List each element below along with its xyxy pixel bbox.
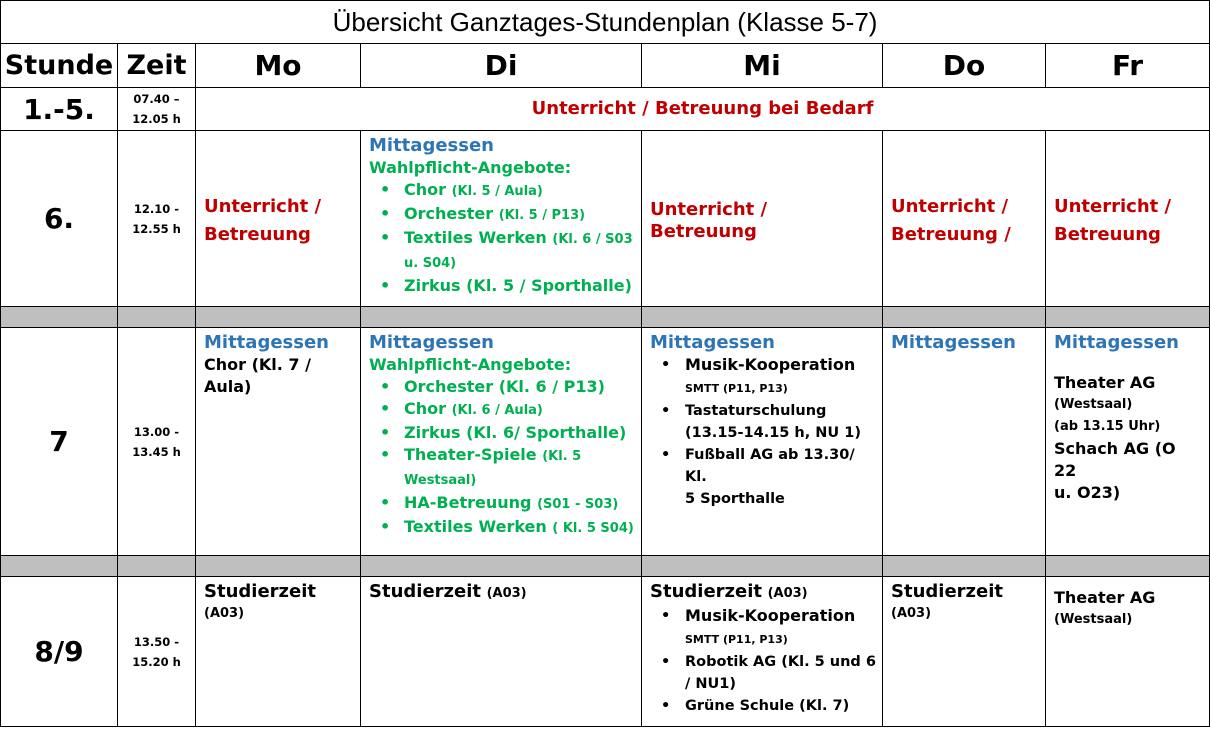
offer-list bbox=[650, 354, 876, 510]
time-cell bbox=[118, 328, 196, 556]
cell-di bbox=[361, 131, 642, 307]
list-item: • Musik-Kooperation SMTT (P11, P13) bbox=[685, 605, 876, 651]
time-start: 13.50 - bbox=[133, 634, 180, 649]
cell-text: u. O23) bbox=[1054, 483, 1121, 502]
list-item: • Chor (Kl. 6 / Aula) bbox=[404, 398, 635, 422]
time-cell bbox=[118, 88, 196, 131]
cell-heading: Mittagessen bbox=[204, 332, 329, 353]
header-row bbox=[1, 44, 1210, 88]
table-row bbox=[1, 577, 1210, 727]
slot-label: 1.-5. bbox=[1, 88, 118, 131]
list-item: • Tastaturschulung (13.15-14.15 h, NU 1) bbox=[685, 400, 876, 444]
table-row bbox=[1, 131, 1210, 307]
cell-mo bbox=[196, 131, 361, 307]
header-do: Do bbox=[883, 44, 1046, 88]
cell-text: Unterricht / bbox=[891, 195, 1009, 217]
cell-text: Unterricht / bbox=[1054, 195, 1172, 217]
cell-mo bbox=[196, 577, 361, 727]
time-cell bbox=[118, 131, 196, 307]
list-item: • Orchester (Kl. 6 / P13) bbox=[404, 376, 635, 398]
list-item: • Fußball AG ab 13.30/ Kl. 5 Sporthalle bbox=[685, 444, 876, 510]
cell-subheading: Wahlpflicht-Angebote: bbox=[369, 355, 572, 374]
list-item: • Zirkus (Kl. 5 / Sporthalle) bbox=[404, 275, 635, 297]
cell-heading: Mittagessen bbox=[650, 332, 775, 353]
merged-cell: Unterricht / Betreuung bei Bedarf bbox=[196, 88, 1210, 131]
cell-fr bbox=[1046, 131, 1210, 307]
time-start: 12.10 - bbox=[133, 201, 180, 216]
list-item: • Musik-Kooperation SMTT (P11, P13) bbox=[685, 354, 876, 400]
cell-heading: Mittagessen bbox=[891, 332, 1016, 353]
cell-text: Betreuung / bbox=[891, 223, 1011, 245]
header-di: Di bbox=[361, 44, 642, 88]
cell-di bbox=[361, 328, 642, 556]
room-label: (A03) bbox=[891, 606, 932, 621]
time-end: 12.55 h bbox=[132, 221, 181, 236]
cell-text: (Westsaal) bbox=[1054, 397, 1133, 412]
list-item: • Robotik AG (Kl. 5 und 6 / NU1) bbox=[685, 651, 876, 695]
time-end: 12.05 h bbox=[132, 112, 181, 126]
time-end: 13.45 h bbox=[132, 444, 181, 459]
slot-label: 7 bbox=[1, 328, 118, 556]
cell-heading: Mittagessen bbox=[1054, 332, 1179, 353]
cell-fr bbox=[1046, 577, 1210, 727]
time-cell bbox=[118, 577, 196, 727]
header-mi: Mi bbox=[642, 44, 883, 88]
table-row bbox=[1, 328, 1210, 556]
page-title: Übersicht Ganztages-Stundenplan (Klasse 5-7) bbox=[1, 1, 1210, 44]
cell-mi bbox=[642, 328, 883, 556]
cell-do bbox=[883, 577, 1046, 727]
slot-label: 6. bbox=[1, 131, 118, 307]
separator-row bbox=[1, 307, 1210, 328]
cell-heading: Studierzeit bbox=[204, 581, 316, 602]
header-zeit: Zeit bbox=[118, 44, 196, 88]
cell-heading: Mittagessen bbox=[369, 332, 494, 353]
cell-do bbox=[883, 131, 1046, 307]
room-label: (A03) bbox=[767, 586, 808, 601]
cell-heading: Studierzeit bbox=[891, 581, 1003, 602]
cell-text: (Westsaal) bbox=[1054, 612, 1133, 627]
time-end: 15.20 h bbox=[132, 654, 181, 669]
cell-text: Betreuung bbox=[204, 223, 311, 245]
time-start: 13.00 - bbox=[133, 424, 180, 439]
cell-subheading: Wahlpflicht-Angebote: bbox=[369, 158, 572, 177]
cell-text: Theater AG bbox=[1054, 373, 1156, 392]
list-item: • Textiles Werken (Kl. 6 / S03 u. S04) bbox=[404, 227, 635, 275]
cell-heading: Studierzeit bbox=[650, 581, 762, 602]
offer-list bbox=[369, 376, 635, 540]
header-fr: Fr bbox=[1046, 44, 1210, 88]
cell-text: Schach AG (O 22 bbox=[1054, 439, 1176, 480]
cell-mi: Unterricht / Betreuung bbox=[642, 131, 883, 307]
cell-text: Betreuung bbox=[1054, 223, 1161, 245]
offer-list bbox=[650, 605, 876, 717]
list-item: • HA-Betreuung (S01 - S03) bbox=[404, 492, 635, 516]
slot-label: 8/9 bbox=[1, 577, 118, 727]
list-item: • Chor (Kl. 5 / Aula) bbox=[404, 179, 635, 203]
cell-text: Unterricht / bbox=[204, 195, 322, 217]
room-label: (A03) bbox=[486, 586, 527, 601]
cell-text: Theater AG bbox=[1054, 588, 1156, 607]
room-label: (A03) bbox=[204, 606, 245, 621]
offer-list bbox=[369, 179, 635, 297]
cell-heading: Studierzeit bbox=[369, 581, 481, 602]
table-row bbox=[1, 88, 1210, 131]
cell-di bbox=[361, 577, 642, 727]
list-item: • Theater-Spiele (Kl. 5 Westsaal) bbox=[404, 444, 635, 492]
separator-row bbox=[1, 556, 1210, 577]
header-stunde: Stunde bbox=[1, 44, 118, 88]
cell-fr bbox=[1046, 328, 1210, 556]
header-mo: Mo bbox=[196, 44, 361, 88]
list-item: • Textiles Werken ( Kl. 5 S04) bbox=[404, 516, 635, 540]
cell-mo bbox=[196, 328, 361, 556]
list-item: • Grüne Schule (Kl. 7) bbox=[685, 695, 876, 717]
cell-mi bbox=[642, 577, 883, 727]
list-item: • Orchester (Kl. 5 / P13) bbox=[404, 203, 635, 227]
cell-do bbox=[883, 328, 1046, 556]
list-item: • Zirkus (Kl. 6/ Sporthalle) bbox=[404, 422, 635, 444]
cell-text: (ab 13.15 Uhr) bbox=[1054, 419, 1161, 434]
cell-heading: Mittagessen bbox=[369, 135, 494, 156]
cell-text: Chor (Kl. 7 / Aula) bbox=[204, 355, 311, 396]
time-start: 07.40 – bbox=[133, 92, 180, 106]
